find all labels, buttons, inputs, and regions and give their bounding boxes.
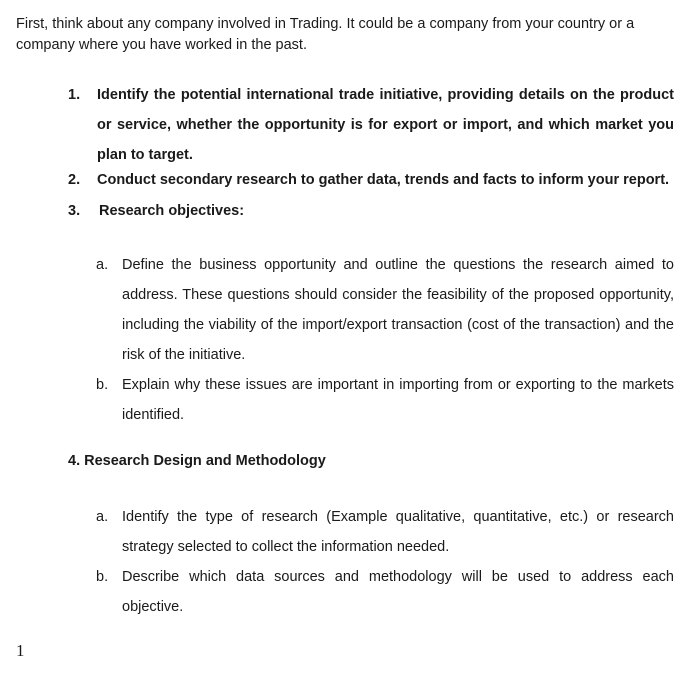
numbered-item-3: [68, 201, 674, 221]
objective-subitem-a: [96, 250, 674, 370]
numbered-item-text: Research objectives:: [99, 203, 245, 219]
numbered-item-1: [68, 80, 674, 170]
subitem-marker: a.: [96, 257, 109, 273]
objective-subitem-b: [96, 370, 674, 430]
numbered-item-marker: 3.: [68, 203, 81, 219]
numbered-item-2: [68, 170, 674, 190]
subitem-marker: b.: [96, 377, 109, 393]
methodology-subitem-a: [96, 502, 674, 562]
numbered-item-marker: 2.: [68, 172, 81, 188]
numbered-item-text: Identify the potential international trade initiative, providing details on the product or service, whether the opportunity is for export or import, and which market you plan to target.: [97, 87, 674, 163]
numbered-item-marker: 1.: [68, 87, 81, 103]
subitem-text: Explain why these issues are important in importing from or exporting to the markets identified.: [122, 377, 674, 423]
numbered-item-text: Conduct secondary research to gather data, trends and facts to inform your report.: [97, 172, 670, 188]
subitem-marker: b.: [96, 569, 109, 585]
subitem-text: Describe which data sources and methodology will be used to address each objective.: [122, 569, 674, 615]
methodology-subitem-b: [96, 562, 674, 622]
subitem-text: Identify the type of research (Example qualitative, quantitative, etc.) or research strategy selected to collect the information needed.: [122, 509, 674, 555]
subitem-marker: a.: [96, 509, 109, 525]
page-number: 1: [16, 641, 25, 660]
subitem-text: Define the business opportunity and outline the questions the research aimed to address. These questions should consider the feasibility of the proposed opportunity, including the viability of the import/export transaction (cost of the transaction) and the risk of the initiative.: [122, 257, 674, 363]
intro-paragraph: First, think about any company involved in Trading. It could be a company from your country or a company where you have worked in the past.: [16, 16, 635, 53]
section-4-heading: 4. Research Design and Methodology: [68, 453, 326, 469]
